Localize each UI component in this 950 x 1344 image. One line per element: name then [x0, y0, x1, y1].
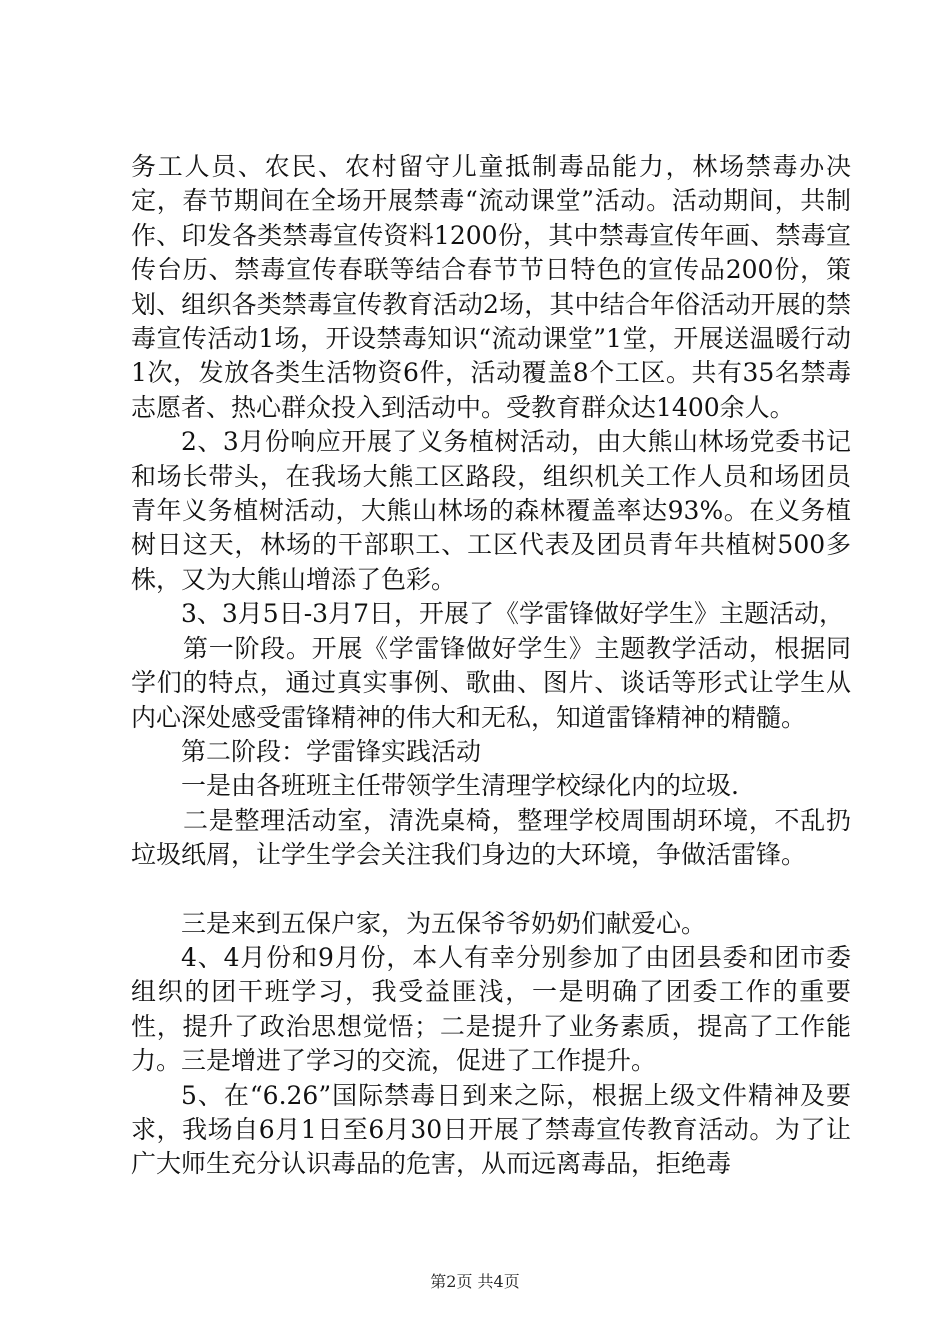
- paragraph-item-three: 三是来到五保户家，为五保爷爷奶奶们献爱心。: [181, 908, 707, 938]
- paragraph-tree-planting: 2、3月份响应开展了义务植树活动，由大熊山林场党委书记和场长带头，在我场大熊工区路段，组织机关工作人员和场团员青年义务植树活动，大熊山林场的森林覆盖率达93%。在义务植树日这天，林场的干部职工、工区代表及团员青年共植树500多株，又为大熊山增添了色彩。: [131, 427, 851, 594]
- page-number-footer: 第2页 共4页: [430, 1272, 520, 1291]
- paragraph-stage-one: 第一阶段。开展《学雷锋做好学生》主题教学活动，根据同学们的特点，通过真实事例、歌曲、图片、谈话等形式让学生从内心深处感受雷锋精神的伟大和无私，知道雷锋精神的精髓。: [131, 633, 851, 732]
- paragraph-stage-two-heading: 第二阶段：学雷锋实践活动: [181, 736, 482, 766]
- paragraph-item-one: 一是由各班班主任带领学生清理学校绿化内的垃圾.: [181, 771, 739, 801]
- paragraph-anti-drug-classroom: 务工人员、农民、农村留守儿童抵制毒品能力，林场禁毒办决定，春节期间在全场开展禁毒“流动课堂”活动。活动期间，共制作、印发各类禁毒宣传资料1200份，其中禁毒宣传年画、禁毒宣传台历、禁毒宣传春联等结合春节节日特色的宣传品200份，策划、组织各类禁毒宣传教育活动2场，其中结合年俗活动开展的禁毒宣传活动1场，开设禁毒知识“流动课堂”1堂，开展送温暖行动1次，发放各类生活物资6件，活动覆盖8个工区。共有35名禁毒志愿者、热心群众投入到活动中。受教育群众达1400余人。: [131, 152, 851, 422]
- document-body: [131, 150, 851, 1182]
- paragraph-item-two: 二是整理活动室，清洗桌椅，整理学校周围胡环境，不乱扔垃圾纸屑，让学生学会关注我们身边的大环境，争做活雷锋。: [131, 805, 851, 870]
- paragraph-training: 4、4月份和9月份，本人有幸分别参加了由团县委和团市委组织的团干班学习，我受益匪浅，一是明确了团委工作的重要性，提升了政治思想觉悟；二是提升了业务素质，提高了工作能力。三是增进了学习的交流，促进了工作提升。: [131, 942, 851, 1076]
- paragraph-lei-feng-activity: 3、3月5日-3月7日，开展了《学雷锋做好学生》主题活动，: [181, 599, 844, 629]
- paragraph-drug-day: 5、在“6.26”国际禁毒日到来之际，根据上级文件精神及要求，我场自6月1日至6月30日开展了禁毒宣传教育活动。为了让广大师生充分认识毒品的危害，从而远离毒品，拒绝毒: [131, 1080, 851, 1179]
